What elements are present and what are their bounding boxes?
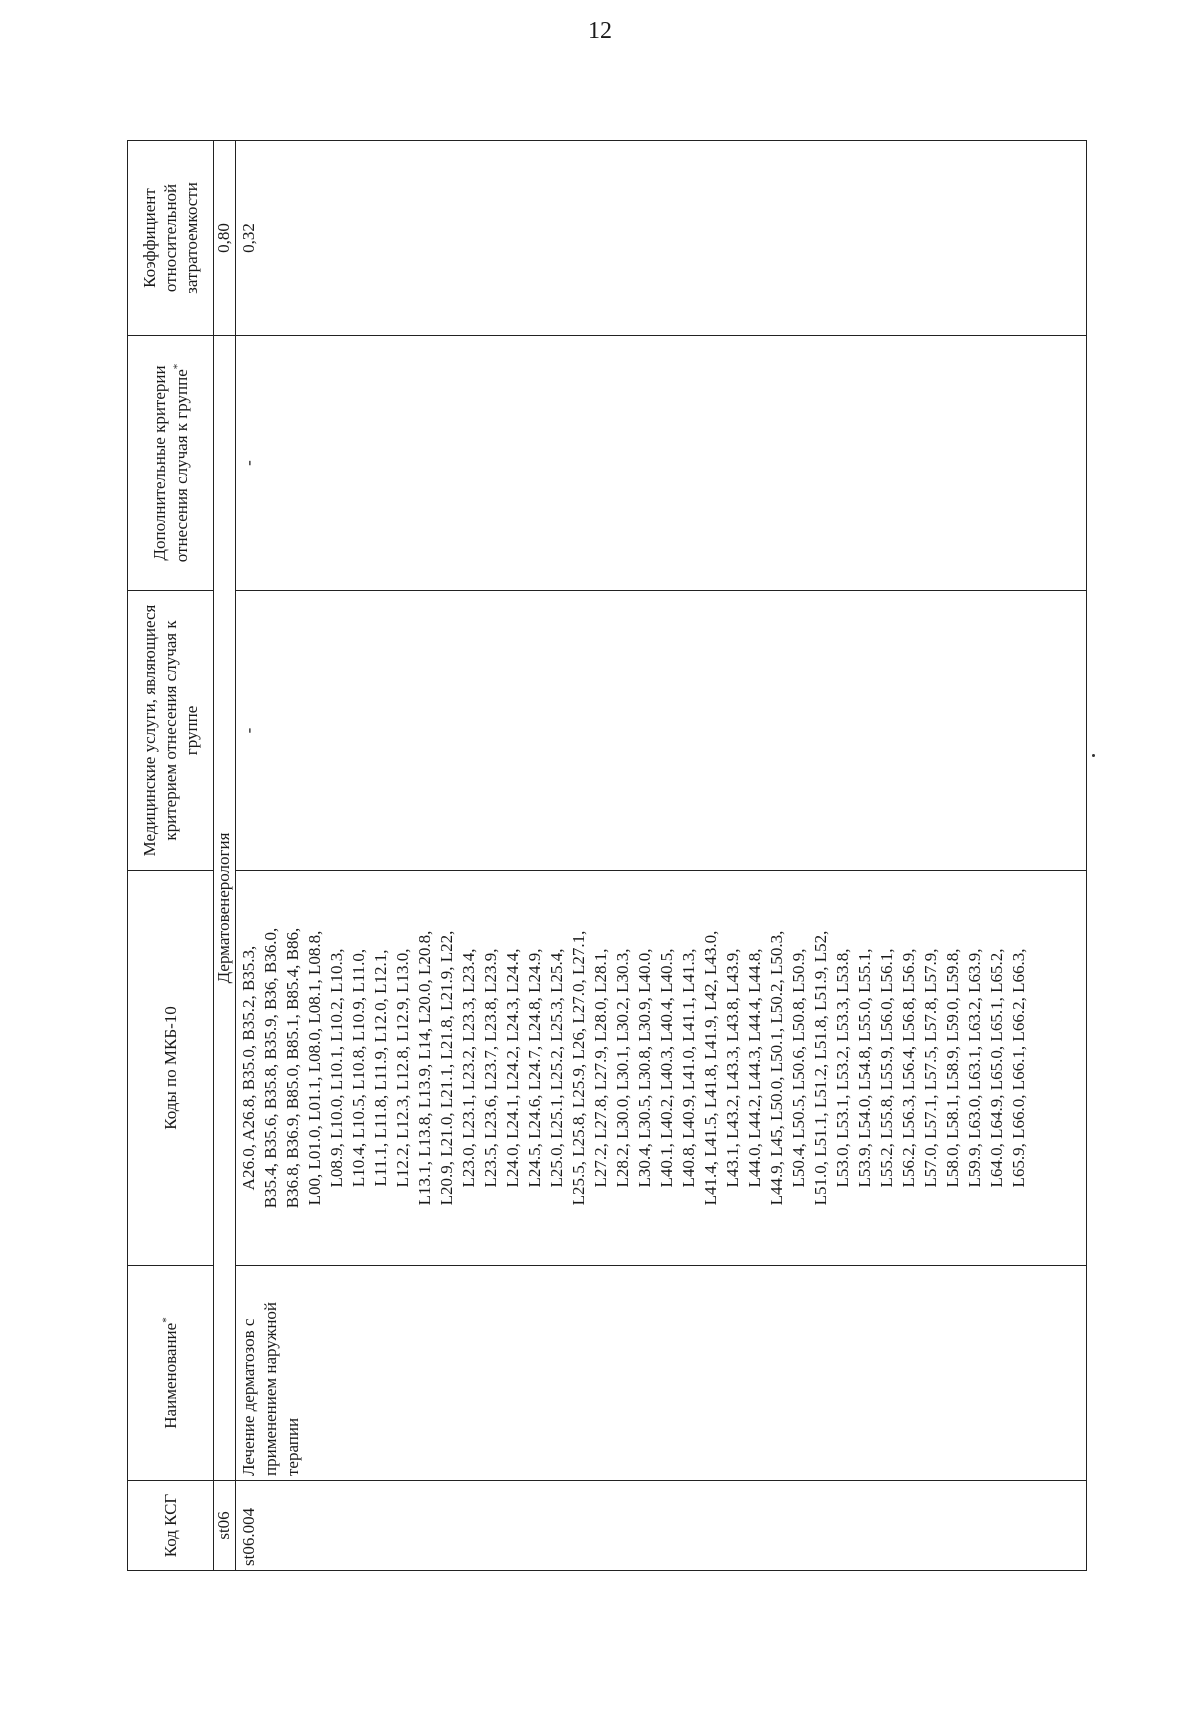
header-name: Наименование* <box>128 1266 214 1481</box>
mkb-code-line: L55.2, L55.8, L55.9, L56.0, L56.1, <box>877 948 896 1188</box>
mkb-code-line: L13.1, L13.8, L13.9, L14, L20.0, L20.8, <box>415 930 434 1206</box>
row-code: st06.004 <box>236 1481 1087 1571</box>
section-coefficient: 0,80 <box>214 141 236 336</box>
header-criteria: Дополнительные критерии отнесения случая к группе* <box>128 336 214 591</box>
mkb-code-line: L23.0, L23.1, L23.2, L23.3, L23.4, <box>459 948 478 1188</box>
mkb-code-line: L27.2, L27.8, L27.9, L28.0, L28.1, <box>591 948 610 1188</box>
mkb-code-line: L24.0, L24.1, L24.2, L24.3, L24.4, <box>503 948 522 1188</box>
mkb-code-line: L00, L01.0, L01.1, L08.0, L08.1, L08.8, <box>305 930 324 1206</box>
mkb-code-line: L40.8, L40.9, L41.0, L41.1, L41.3, <box>679 948 698 1188</box>
mkb-code-line: L10.4, L10.5, L10.8, L10.9, L11.0, <box>349 948 368 1188</box>
mkb-code-line: L20.9, L21.0, L21.1, L21.8, L21.9, L22, <box>437 930 456 1206</box>
mkb-code-line: L30.4, L30.5, L30.8, L30.9, L40.0, <box>635 948 654 1188</box>
mkb-code-line: L11.1, L11.8, L11.9, L12.0, L12.1, <box>371 949 390 1187</box>
table-header-row <box>128 141 214 1571</box>
section-title: Дерматовенерология <box>214 336 236 1481</box>
row-mkb-codes <box>236 871 1087 1266</box>
mkb-code-line: L23.5, L23.6, L23.7, L23.8, L23.9, <box>481 948 500 1188</box>
page-number: 12 <box>588 18 612 44</box>
mkb-code-line: L65.9, L66.0, L66.1, L66.2, L66.3, <box>1009 948 1028 1188</box>
mkb-code-line: L25.5, L25.8, L25.9, L26, L27.0, L27.1, <box>569 930 588 1206</box>
mkb-code-line: B36.8, B36.9, B85.0, B85.1, B85.4, B86, <box>283 927 302 1209</box>
mkb-code-line: L12.2, L12.3, L12.8, L12.9, L13.0, <box>393 948 412 1188</box>
ksg-table <box>127 140 1087 1571</box>
mkb-code-line: L51.0, L51.1, L51.2, L51.8, L51.9, L52, <box>811 930 830 1206</box>
footnote-mark: * <box>170 363 183 370</box>
section-row <box>214 141 236 1571</box>
header-coefficient: Коэффициент относительной затратоемкости <box>128 141 214 336</box>
mkb-code-line: L40.1, L40.2, L40.3, L40.4, L40.5, <box>657 948 676 1188</box>
mkb-code-line: L53.9, L54.0, L54.8, L55.0, L55.1, <box>855 948 874 1188</box>
scan-speck <box>1092 754 1095 757</box>
row-coefficient: 0,32 <box>236 141 1087 336</box>
mkb-code-line: L58.0, L58.1, L58.9, L59.0, L59.8, <box>943 948 962 1188</box>
mkb-code-line: A26.0, A26.8, B35.0, B35.2, B35.3, <box>239 945 258 1191</box>
mkb-code-line: L57.0, L57.1, L57.5, L57.8, L57.9, <box>921 948 940 1188</box>
mkb-code-line: B35.4, B35.6, B35.8, B35.9, B36, B36.0, <box>261 927 280 1209</box>
mkb-code-line: L50.4, L50.5, L50.6, L50.8, L50.9, <box>789 948 808 1188</box>
mkb-code-line: L59.9, L63.0, L63.1, L63.2, L63.9, <box>965 948 984 1188</box>
header-services: Медицинские услуги, являющиеся критерием отнесения случая к группе <box>128 591 214 871</box>
mkb-code-line: L64.0, L64.9, L65.0, L65.1, L65.2, <box>987 948 1006 1188</box>
row-criteria: - <box>236 336 1087 591</box>
mkb-code-line: L43.1, L43.2, L43.3, L43.8, L43.9, <box>723 948 742 1188</box>
rotated-table-container <box>127 141 1087 1571</box>
footnote-mark: * <box>160 1317 173 1323</box>
row-name: Лечение дерматозов с применением наружной терапии <box>236 1266 1087 1481</box>
mkb-code-line: L56.2, L56.3, L56.4, L56.8, L56.9, <box>899 948 918 1188</box>
mkb-code-line: L24.5, L24.6, L24.7, L24.8, L24.9, <box>525 948 544 1188</box>
table-row <box>236 141 1087 1571</box>
mkb-code-line: L44.9, L45, L50.0, L50.1, L50.2, L50.3, <box>767 930 786 1206</box>
section-code: st06 <box>214 1481 236 1571</box>
header-mkb-codes: Коды по МКБ-10 <box>128 871 214 1266</box>
mkb-code-line: L41.4, L41.5, L41.8, L41.9, L42, L43.0, <box>701 930 720 1206</box>
mkb-code-line: L08.9, L10.0, L10.1, L10.2, L10.3, <box>327 948 346 1188</box>
mkb-code-line: L44.0, L44.2, L44.3, L44.4, L44.8, <box>745 948 764 1188</box>
header-code: Код КСГ <box>128 1481 214 1571</box>
mkb-code-line: L28.2, L30.0, L30.1, L30.2, L30.3, <box>613 948 632 1188</box>
row-services: - <box>236 591 1087 871</box>
mkb-code-line: L53.0, L53.1, L53.2, L53.3, L53.8, <box>833 948 852 1188</box>
mkb-code-line: L25.0, L25.1, L25.2, L25.3, L25.4, <box>547 948 566 1188</box>
